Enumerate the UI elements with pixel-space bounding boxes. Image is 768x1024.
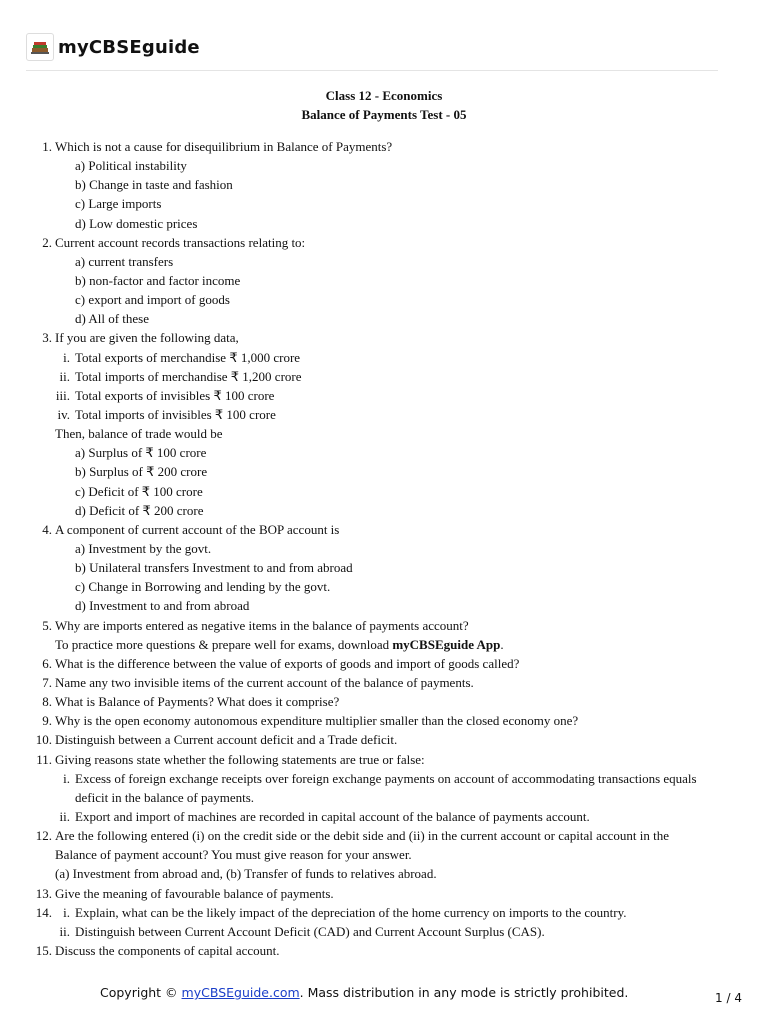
- header-divider: [26, 70, 718, 71]
- option: b) Change in taste and fashion: [75, 177, 233, 193]
- test-title: Balance of Payments Test - 05: [301, 107, 467, 122]
- option: c) Change in Borrowing and lending by the govt.: [75, 579, 331, 595]
- question-5: 5. Why are imports entered as negative items in the balance of payments account?: [42, 617, 469, 633]
- promo-line: To practice more questions & prepare well for exams, download myCBSEguide App.: [55, 636, 504, 652]
- option: b) Unilateral transfers Investment to and from abroad: [75, 560, 353, 576]
- page-number: 1 / 4: [715, 991, 742, 1005]
- question-3: 3. If you are given the following data,: [42, 330, 239, 346]
- question-1: 1. Which is not a cause for disequilibrium in Balance of Payments?: [42, 139, 393, 154]
- question-7: 7. Name any two invisible items of the current account of the balance of payments.: [42, 674, 474, 690]
- option: b) Surplus of ₹ 200 crore: [75, 464, 208, 480]
- option: a) Investment by the govt.: [75, 540, 212, 556]
- question-11: 11. Giving reasons state whether the following statements are true or false:: [36, 751, 425, 767]
- question-14: 14. i. Explain, what can be the likely impact of the depreciation of the home currency on imports to the country.: [35, 904, 627, 920]
- app-link[interactable]: myCBSEguide App: [392, 636, 501, 652]
- statement-item: ii. Export and import of machines are recorded in capital account of the balance of payments account.: [59, 808, 590, 824]
- option: c) Deficit of ₹ 100 crore: [75, 483, 203, 499]
- question-6: 6. What is the difference between the value of exports of goods and import of goods called?: [42, 655, 520, 671]
- question-2: 2. Current account records transactions relating to:: [42, 234, 306, 250]
- question-12-sub: (a) Investment from abroad and, (b) Transfer of funds to relatives abroad.: [55, 866, 437, 882]
- option: d) Deficit of ₹ 200 crore: [75, 502, 204, 518]
- question-9: 9. Why is the open economy autonomous expenditure multiplier smaller than the closed economy one?: [42, 713, 579, 729]
- data-item: i. Total exports of merchandise ₹ 1,000 crore: [63, 349, 301, 365]
- copyright-notice: Copyright © myCBSEguide.com. Mass distribution in any mode is strictly prohibited.: [100, 985, 629, 1000]
- data-item: iv. Total imports of invisibles ₹ 100 crore: [57, 406, 276, 422]
- option: d) All of these: [75, 311, 150, 327]
- option: a) current transfers: [75, 253, 174, 269]
- site-link[interactable]: myCBSEguide.com: [181, 985, 300, 1000]
- option: b) non-factor and factor income: [75, 272, 241, 288]
- option: c) export and import of goods: [75, 292, 230, 308]
- question-12: 12. Are the following entered (i) on the credit side or the debit side and (ii) in the current account or capital account in the Balance of payment account? You must give reason for your answer.: [35, 828, 670, 863]
- question-13: 13. Give the meaning of favourable balance of payments.: [35, 885, 334, 901]
- logo-icon: [26, 33, 54, 61]
- data-item: iii. Total exports of invisibles ₹ 100 crore: [55, 387, 275, 403]
- question-8: 8. What is Balance of Payments? What does it comprise?: [42, 694, 340, 710]
- document-title: [0, 86, 768, 124]
- statement-item: i. Excess of foreign exchange receipts over foreign exchange payments on account of accommodating transactions equals deficit in the balance of payments.: [63, 770, 697, 805]
- site-header: [26, 30, 200, 64]
- question-14-part: ii. Distinguish between Current Account Deficit (CAD) and Current Account Surplus (CAS).: [59, 923, 545, 939]
- question-list: [0, 137, 768, 960]
- question-15: 15. Discuss the components of capital account.: [35, 942, 280, 958]
- option: a) Political instability: [75, 158, 187, 174]
- option: c) Large imports: [75, 196, 162, 212]
- option: d) Investment to and from abroad: [75, 598, 250, 614]
- option: a) Surplus of ₹ 100 crore: [75, 445, 207, 461]
- option: d) Low domestic prices: [75, 215, 198, 231]
- question-4: 4. A component of current account of the BOP account is: [42, 521, 340, 537]
- brand-name[interactable]: myCBSEguide: [58, 36, 200, 58]
- class-title: Class 12 - Economics: [325, 88, 443, 103]
- question-10: 10. Distinguish between a Current account deficit and a Trade deficit.: [35, 732, 398, 748]
- question-3-prompt: Then, balance of trade would be: [55, 426, 223, 442]
- data-item: ii. Total imports of merchandise ₹ 1,200 crore: [59, 368, 302, 384]
